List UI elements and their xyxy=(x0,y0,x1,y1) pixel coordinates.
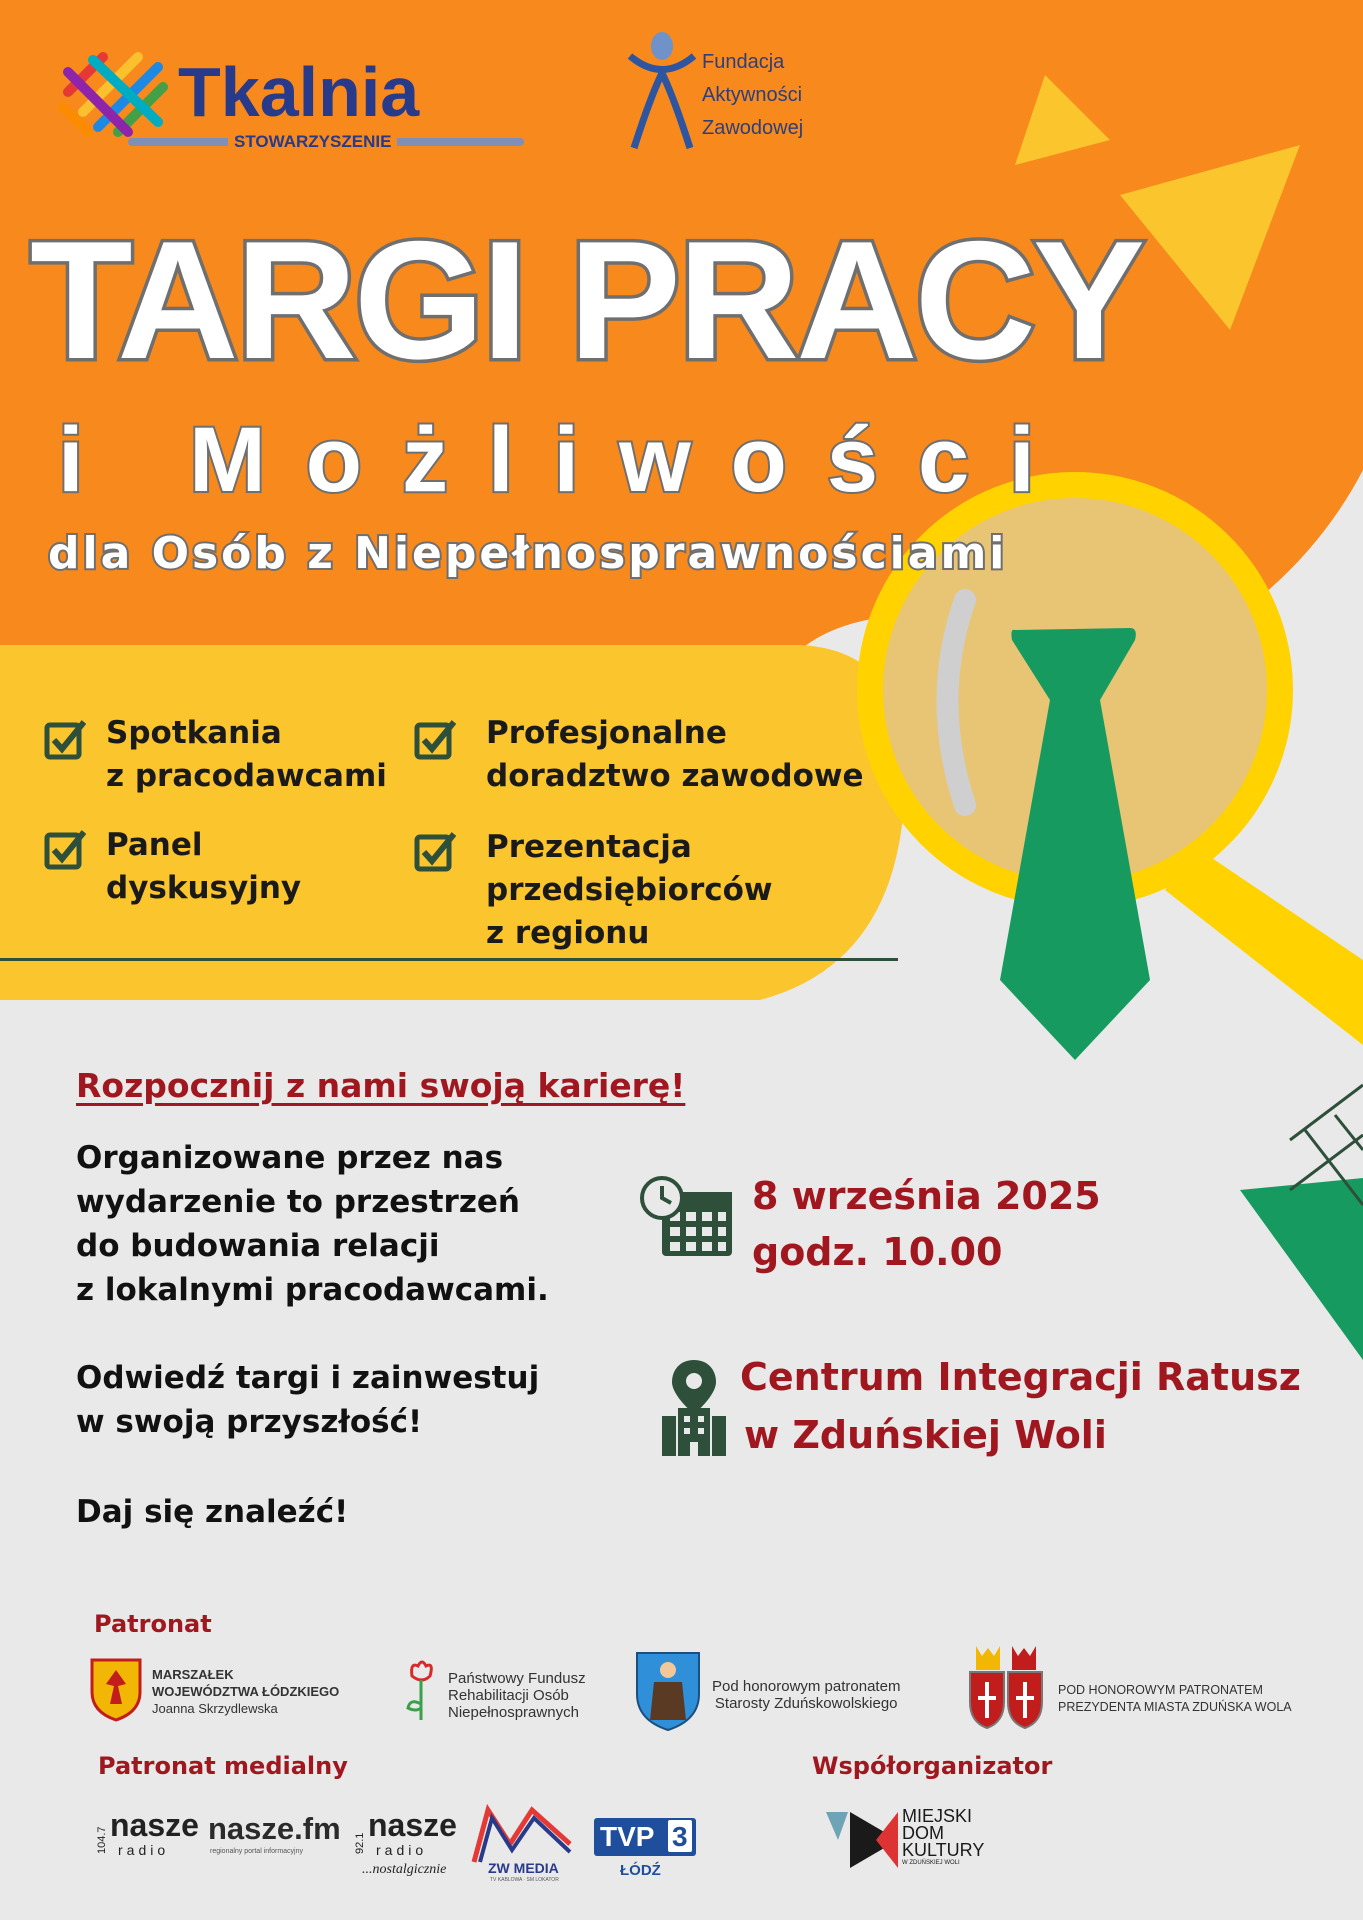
nasze-radio-sub: radio xyxy=(118,1842,170,1858)
tagline: Rozpocznij z nami swoją karierę! xyxy=(76,1066,686,1105)
nostalgia-sub: radio xyxy=(376,1842,428,1858)
event-date: 8 września 2025 xyxy=(752,1174,1101,1218)
tkalnia-logo xyxy=(58,52,528,158)
tkalnia-name: Tkalnia xyxy=(178,53,420,131)
person-figure-icon xyxy=(622,28,702,158)
nasze-radio-frequency: 104.7 xyxy=(96,1826,108,1854)
starosta-line-2: Starosty Zduńskowolskiego xyxy=(714,1695,898,1712)
starosta-line-1: Pod honorowym patronatem xyxy=(712,1678,901,1695)
zdunska-wola-coat-of-arms-icon xyxy=(966,1642,1046,1730)
feature-meetings-line-2: z pracodawcami xyxy=(106,758,387,794)
feature-presentation-line-3: z regionu xyxy=(486,915,650,951)
tvp3-logo xyxy=(594,1818,698,1882)
checkbox-check-icon xyxy=(44,718,86,760)
description-line: w swoją przyszłość! xyxy=(76,1404,423,1440)
pfron-flower-icon xyxy=(404,1658,438,1724)
title-main: TARGI PRACY xyxy=(30,206,1142,394)
zdunskowolski-coat-of-arms-icon xyxy=(634,1650,702,1732)
lodzkie-coat-of-arms-icon xyxy=(88,1656,144,1722)
mdk-line-2: DOM xyxy=(902,1823,944,1843)
marszalek-text xyxy=(152,1666,339,1717)
nasze-radio-name: nasze xyxy=(110,1807,199,1843)
feature-advisory-line-2: doradztwo zawodowe xyxy=(486,758,864,794)
venue-line-2: w Zduńskiej Woli xyxy=(744,1413,1107,1457)
nasze-fm-name: nasze.fm xyxy=(208,1811,341,1846)
tvp-city: ŁÓDŹ xyxy=(620,1862,661,1879)
checkbox-check-icon xyxy=(414,718,456,760)
checkbox-check-icon xyxy=(414,830,456,872)
pfron-line-2: Rehabilitacji Osób xyxy=(448,1687,569,1704)
nostalgia-name: nasze xyxy=(368,1807,457,1843)
starosta-text xyxy=(712,1678,900,1712)
description-para-3: Daj się znaleźć! xyxy=(76,1494,349,1530)
media-heading: Patronat medialny xyxy=(98,1752,348,1780)
event-time: godz. 10.00 xyxy=(752,1230,1003,1274)
mdk-logo xyxy=(826,1806,996,1872)
title-audience: dla Osób z Niepełnosprawnościami xyxy=(48,528,1008,579)
zw-media-wave-icon xyxy=(470,1804,574,1866)
prezydent-line-1: POD HONOROWYM PATRONATEM xyxy=(1058,1683,1263,1697)
nasze-fm-sub: regionalny portal informacyjny xyxy=(210,1848,303,1855)
calendar-clock-icon xyxy=(640,1176,736,1262)
mdk-text xyxy=(902,1808,984,1868)
description-para-1 xyxy=(76,1136,549,1312)
tvp-name: TVP xyxy=(600,1821,655,1852)
coorganizer-heading: Współorganizator xyxy=(812,1752,1053,1780)
nasze-radio-nostalgia-logo xyxy=(354,1804,457,1884)
checkbox-check-icon xyxy=(44,828,86,870)
description-line: z lokalnymi pracodawcami. xyxy=(76,1272,549,1308)
tvp-number: 3 xyxy=(672,1821,688,1852)
prezydent-line-2: PREZYDENTA MIASTA ZDUŃSKA WOLA xyxy=(1058,1700,1292,1714)
prezydent-text xyxy=(1058,1682,1292,1716)
pfron-text xyxy=(448,1670,586,1721)
marszalek-line-1: MARSZAŁEK xyxy=(152,1667,234,1682)
mdk-line-1: MIEJSKI xyxy=(902,1806,973,1826)
zw-media-logo xyxy=(466,1804,576,1888)
feature-meetings-line-1: Spotkania xyxy=(106,715,282,751)
feature-panel-line-1: Panel xyxy=(106,827,203,863)
description-line: Odwiedź targi i zainwestuj xyxy=(76,1360,540,1396)
fundacja-line-1: Fundacja xyxy=(702,51,785,73)
nasze-fm-logo xyxy=(208,1812,344,1862)
location-building-icon xyxy=(658,1358,730,1458)
patronat-heading: Patronat xyxy=(94,1610,212,1638)
pfron-line-1: Państwowy Fundusz xyxy=(448,1670,586,1687)
tkalnia-subtitle: STOWARZYSZENIE xyxy=(228,132,397,152)
marszalek-line-3: Joanna Skrzydlewska xyxy=(152,1701,278,1716)
zw-media-name: ZW MEDIA xyxy=(488,1860,559,1876)
mdk-shape-icon xyxy=(826,1810,898,1870)
title-sub: i Możliwości xyxy=(58,409,1075,511)
zw-media-sub: TV KABLOWA · SM LOKATOR xyxy=(490,1877,559,1883)
nasze-radio-logo xyxy=(96,1804,199,1864)
feature-advisory-line-1: Profesjonalne xyxy=(486,715,727,751)
fundacja-logo xyxy=(622,28,812,158)
mdk-sub: W ZDUŃSKIEJ WOLI xyxy=(902,1860,960,1866)
description-line: Organizowane przez nas xyxy=(76,1140,504,1176)
description-para-2 xyxy=(76,1356,539,1444)
nostalgia-tag: ...nostalgicznie xyxy=(362,1862,447,1877)
tkalnia-weave-icon xyxy=(58,52,168,137)
feature-presentation-line-2: przedsiębiorców xyxy=(486,872,773,908)
mdk-line-3: KULTURY xyxy=(902,1840,985,1860)
feature-presentation-line-1: Prezentacja xyxy=(486,829,692,865)
venue-line-1: Centrum Integracji Ratusz xyxy=(740,1355,1301,1399)
description-line: do budowania relacji xyxy=(76,1228,440,1264)
fundacja-line-2: Aktywności xyxy=(702,84,803,106)
event-venue xyxy=(740,1348,1301,1464)
marszalek-line-2: WOJEWÓDZTWA ŁÓDZKIEGO xyxy=(152,1684,340,1699)
fundacja-line-3: Zawodowej xyxy=(702,117,804,139)
pfron-line-3: Niepełnosprawnych xyxy=(448,1704,579,1721)
event-datetime xyxy=(752,1168,1101,1280)
feature-panel-line-2: dyskusyjny xyxy=(106,870,302,906)
description-line: wydarzenie to przestrzeń xyxy=(76,1184,520,1220)
nostalgia-frequency: 92.1 xyxy=(354,1832,366,1854)
